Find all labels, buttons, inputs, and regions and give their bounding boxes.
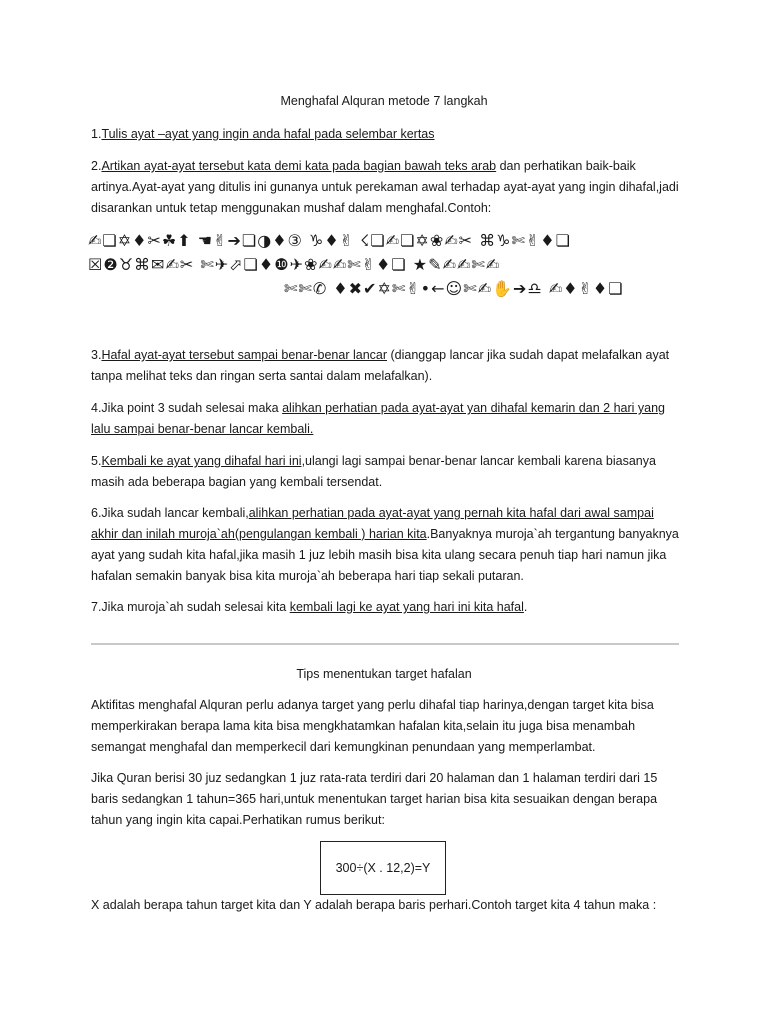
step-5-underlined: Kembali ke ayat yang dihafal hari ini xyxy=(101,454,302,468)
step-3 xyxy=(91,345,681,387)
example-glyph-line-1: ✍❏✡♦✂☘⬆ ☚✌➔❏◑♦③ ♑♦✌ ☇❏✍❏✡❀✍✂ ⌘♑✄✌♦❏ xyxy=(88,231,571,250)
step-1 xyxy=(91,124,681,145)
step-6-lead: 6.Jika sudah lancar kembali, xyxy=(91,506,249,520)
step-4-lead: 4.Jika point 3 sudah selesai maka xyxy=(91,401,283,415)
step-2-underlined: Artikan ayat-ayat tersebut kata demi kata pada bagian bawah teks arab xyxy=(101,159,497,173)
section-divider xyxy=(91,643,679,645)
step-3-underlined: Hafal ayat-ayat tersebut sampai benar-benar lancar xyxy=(101,348,388,362)
step-7 xyxy=(91,597,681,618)
example-glyph-line-3: ✄✄✆ ♦✖✔✡✄✌•←☺✄✍✋➔♎ ✍♦✌♦❏ xyxy=(284,279,624,298)
step-7-rest: . xyxy=(523,600,528,614)
step-6-rest: .Banyaknya muroja`ah tergantung banyaknya ayat yang sudah kita hafal,jika masih 1 juz lebih masih bisa kita ulang secara penuh tiap hari namun jika hafalan semakin banyak bisa kita muroja`ah beberapa hari tiap sekali putaran. xyxy=(91,527,679,583)
step-6-underlined: alihkan perhatian pada ayat-ayat yang pernah kita hafal dari awal sampai akhir dan inilah muroja`ah(pengulangan kembali ) harian kita xyxy=(91,506,654,541)
step-2 xyxy=(91,156,681,219)
step-3-lead: 3. xyxy=(91,348,102,362)
step-2-rest: dan perhatikan baik-baik artinya.Ayat-ayat yang ditulis ini gunanya untuk perekaman awal terhadap ayat-ayat yang ingin dihafal,jadi disarankan untuk tetap menggunakan mushaf dalam menghafal.Contoh: xyxy=(91,159,679,215)
step-7-lead: 7.Jika muroja`ah sudah selesai kita xyxy=(91,600,290,614)
step-4 xyxy=(91,398,681,440)
tips-paragraph-1: Aktifitas menghafal Alquran perlu adanya target yang perlu dihafal tiap harinya,dengan target kita bisa memperkirakan berapa lama kita bisa mengkhatamkan hafalan kita,selain itu juga bisa menambah semangat menghafal dan memperkecil dari kemungkinan penundaan yang memperlambat. xyxy=(91,698,654,754)
tips-title: Tips menentukan target hafalan xyxy=(296,667,472,681)
step-6 xyxy=(91,503,681,587)
step-7-underlined: kembali lagi ke ayat yang hari ini kita hafal xyxy=(289,600,524,614)
example-glyph-line-2: ☒❷♉⌘✉✍✂ ✄✈⬀❏♦❿✈❀✍✍✄✌♦❏ ★✎✍✍✄✍ xyxy=(88,255,501,274)
formula-box xyxy=(320,841,446,895)
step-5 xyxy=(91,451,681,493)
step-5-lead: 5. xyxy=(91,454,102,468)
formula-text: 300÷(X . 12,2)=Y xyxy=(335,861,431,875)
step-1-lead: 1. xyxy=(91,127,102,141)
page-title: Menghafal Alquran metode 7 langkah xyxy=(280,94,488,108)
step-5-rest: ,ulangi lagi sampai benar-benar lancar kembali karena biasanya masih ada beberapa bagian yang kembali tersendat. xyxy=(91,454,656,489)
step-2-lead: 2. xyxy=(91,159,102,173)
step-1-underlined: Tulis ayat –ayat yang ingin anda hafal pada selembar kertas xyxy=(101,127,435,141)
step-3-rest: (dianggap lancar jika sudah dapat melafalkan ayat tanpa melihat teks dan ringan serta santai dalam melafalkan). xyxy=(91,348,670,383)
tips-paragraph-3: X adalah berapa tahun target kita dan Y adalah berapa baris perhari.Contoh target kita 4 tahun maka : xyxy=(91,898,657,912)
tips-paragraph-2: Jika Quran berisi 30 juz sedangkan 1 juz rata-rata terdiri dari 20 halaman dan 1 halaman terdiri dari 15 baris sedangkan 1 tahun=365 hari,untuk menentukan target harian bisa kita sesuaikan dengan berapa tahun yang ingin kita capai.Perhatikan rumus berikut: xyxy=(91,771,658,827)
step-4-underlined: alihkan perhatian pada ayat-ayat yan dihafal kemarin dan 2 hari yang lalu sampai benar-benar lancar kembali. xyxy=(91,401,665,436)
